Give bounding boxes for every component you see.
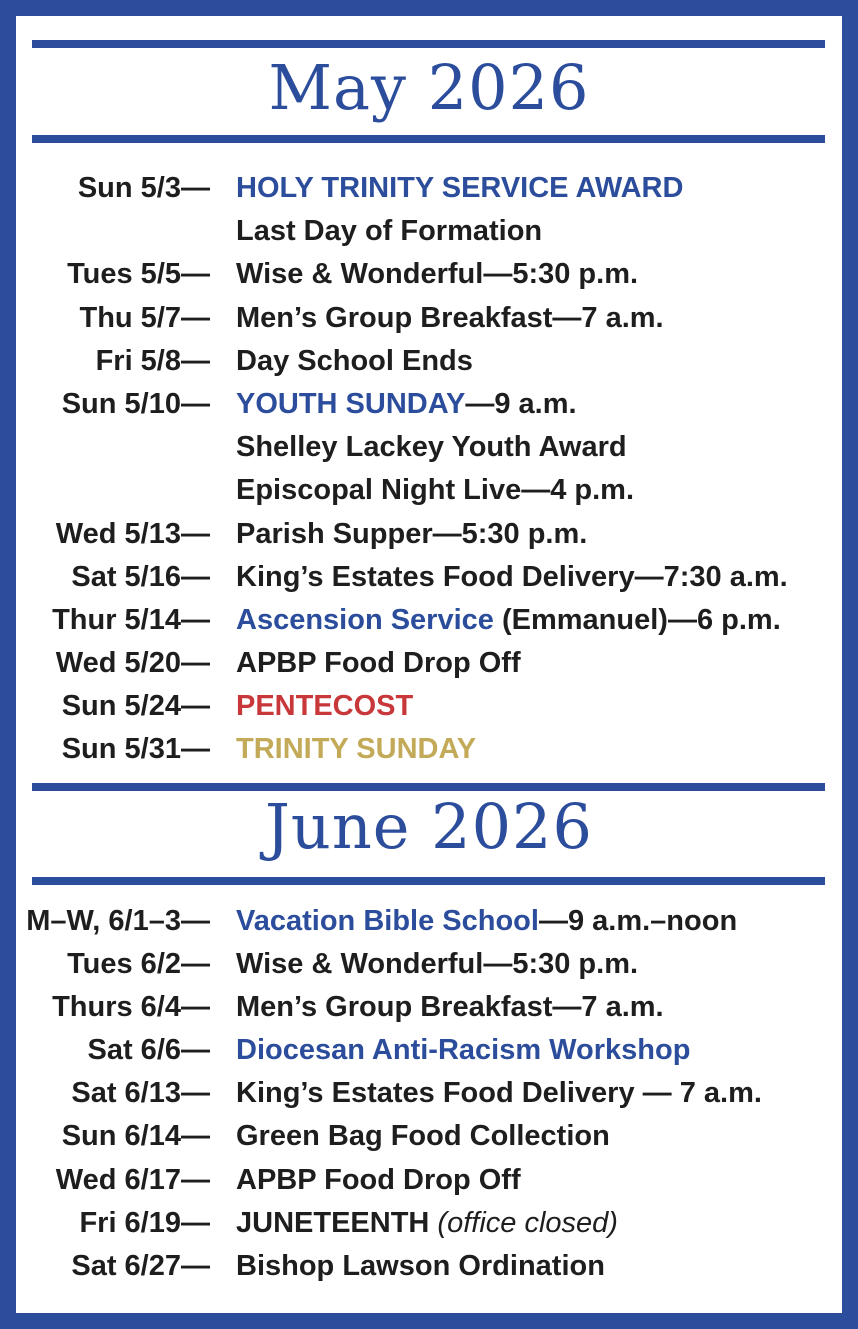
event-row xyxy=(16,1116,842,1159)
event-row xyxy=(16,600,842,643)
event-description xyxy=(236,1160,521,1200)
event-row xyxy=(16,341,842,384)
event-description xyxy=(236,298,664,338)
event-description xyxy=(236,1203,618,1243)
event-row xyxy=(16,1030,842,1073)
event-date-text: Sat 5/16 xyxy=(71,560,181,593)
event-text: HOLY TRINITY SERVICE AWARD xyxy=(236,172,684,204)
event-text: Shelley Lackey Youth Award xyxy=(236,431,627,464)
event-text: Men’s Group Breakfast—7 a.m. xyxy=(236,991,664,1024)
event-date-text: Sun 5/10 xyxy=(61,387,181,420)
em-dash: — xyxy=(181,1034,210,1067)
em-dash: — xyxy=(181,991,210,1024)
event-description xyxy=(236,557,788,597)
event-date xyxy=(56,643,210,683)
event-text: King’s Estates Food Delivery — 7 a.m. xyxy=(236,1077,762,1110)
event-description xyxy=(236,384,577,424)
event-date-text: Tues 5/5 xyxy=(67,258,181,291)
event-text: Diocesan Anti-Racism Workshop xyxy=(236,1034,691,1067)
event-text: JUNETEENTH xyxy=(236,1206,430,1239)
event-text: Last Day of Formation xyxy=(236,215,543,248)
em-dash: — xyxy=(181,905,210,937)
event-text: Green Bag Food Collection xyxy=(236,1120,610,1153)
event-row xyxy=(16,643,842,686)
event-description xyxy=(236,643,521,683)
event-text: (office closed) xyxy=(429,1206,618,1239)
event-date-text: Fri 5/8 xyxy=(95,344,181,377)
event-description xyxy=(236,211,542,251)
event-description xyxy=(236,254,638,294)
event-date xyxy=(79,1203,210,1243)
event-date xyxy=(67,944,210,984)
event-date-text: Sat 6/6 xyxy=(87,1034,181,1067)
event-date-text: Sun 5/24 xyxy=(61,690,181,723)
event-list-may xyxy=(16,168,842,773)
event-description xyxy=(236,901,737,941)
event-description xyxy=(236,427,627,467)
event-text: APBP Food Drop Off xyxy=(236,1163,521,1196)
month-title-may: May 2026 xyxy=(268,51,590,124)
event-date xyxy=(56,1160,210,1200)
em-dash: — xyxy=(181,1206,210,1239)
event-date-text: Sun 6/14 xyxy=(61,1120,181,1153)
em-dash: — xyxy=(181,172,210,204)
event-date xyxy=(67,254,210,294)
event-date xyxy=(62,1116,210,1156)
event-date-text: Wed 5/20 xyxy=(55,647,181,680)
event-row xyxy=(16,514,842,557)
divider-rule xyxy=(32,40,825,48)
event-row xyxy=(16,1246,842,1289)
event-row xyxy=(16,211,842,254)
event-description xyxy=(236,987,664,1027)
event-row xyxy=(16,470,842,513)
event-date-text: Wed 5/13 xyxy=(55,517,181,550)
event-description xyxy=(236,514,587,554)
divider-rule xyxy=(32,877,825,885)
em-dash: — xyxy=(181,733,210,766)
event-row xyxy=(16,557,842,600)
event-row xyxy=(16,168,842,211)
event-text: Bishop Lawson Ordination xyxy=(236,1249,605,1282)
event-date xyxy=(56,514,210,554)
event-description xyxy=(236,168,683,208)
event-description xyxy=(236,944,638,984)
event-row xyxy=(16,298,842,341)
event-date xyxy=(78,168,210,208)
event-date xyxy=(52,600,210,640)
event-date xyxy=(26,901,210,941)
event-date xyxy=(71,1246,210,1286)
event-text: Parish Supper—5:30 p.m. xyxy=(236,517,588,550)
event-date-text: Sun 5/3 xyxy=(77,172,181,204)
event-row xyxy=(16,384,842,427)
divider-rule xyxy=(32,135,825,143)
event-row xyxy=(16,254,842,297)
em-dash: — xyxy=(181,690,210,723)
em-dash: — xyxy=(181,387,210,420)
event-text: Wise & Wonderful—5:30 p.m. xyxy=(236,948,639,981)
em-dash: — xyxy=(181,1163,210,1196)
event-row xyxy=(16,944,842,987)
event-description xyxy=(236,341,473,381)
event-date-text: Thurs 6/4 xyxy=(52,991,181,1024)
event-date xyxy=(62,384,210,424)
event-description xyxy=(236,729,476,769)
event-description xyxy=(236,1246,605,1286)
event-row xyxy=(16,1160,842,1203)
event-text: (Emmanuel)—6 p.m. xyxy=(493,603,781,636)
event-text: APBP Food Drop Off xyxy=(236,647,521,680)
event-text: Men’s Group Breakfast—7 a.m. xyxy=(236,301,664,334)
event-row xyxy=(16,686,842,729)
event-text: Vacation Bible School xyxy=(236,905,539,937)
event-text: YOUTH SUNDAY xyxy=(236,387,466,420)
event-description xyxy=(236,470,634,510)
em-dash: — xyxy=(181,560,210,593)
event-date-text: Thur 5/14 xyxy=(52,603,181,636)
event-date xyxy=(52,987,210,1027)
event-description xyxy=(236,600,781,640)
event-date-text: Fri 6/19 xyxy=(79,1206,181,1239)
event-date-text: Sun 5/31 xyxy=(61,733,181,766)
event-text: —9 a.m.–noon xyxy=(538,905,738,937)
event-text: Episcopal Night Live—4 p.m. xyxy=(236,474,635,507)
event-text: PENTECOST xyxy=(236,690,414,723)
event-date xyxy=(71,1073,210,1113)
event-text: —9 a.m. xyxy=(465,387,577,420)
em-dash: — xyxy=(181,344,210,377)
event-text: Ascension Service xyxy=(236,603,494,636)
event-date-text: Sat 6/13 xyxy=(71,1077,181,1110)
event-row xyxy=(16,987,842,1030)
event-row xyxy=(16,901,842,944)
event-list-june xyxy=(16,901,842,1289)
event-row xyxy=(16,729,842,772)
event-text: Wise & Wonderful—5:30 p.m. xyxy=(236,258,639,291)
event-description xyxy=(236,686,413,726)
event-date xyxy=(96,341,210,381)
event-description xyxy=(236,1073,762,1113)
event-text: TRINITY SUNDAY xyxy=(236,733,477,766)
event-text: Day School Ends xyxy=(236,344,473,377)
event-date xyxy=(62,686,210,726)
event-date xyxy=(79,298,210,338)
event-row xyxy=(16,427,842,470)
event-row xyxy=(16,1073,842,1116)
month-title-june: June 2026 xyxy=(265,790,593,863)
event-date-text: M–W, 6/1–3 xyxy=(26,905,181,937)
event-date xyxy=(88,1030,211,1070)
event-date-text: Sat 6/27 xyxy=(71,1249,181,1282)
em-dash: — xyxy=(181,258,210,291)
event-description xyxy=(236,1116,610,1156)
em-dash: — xyxy=(181,301,210,334)
event-row xyxy=(16,1203,842,1246)
em-dash: — xyxy=(181,1120,210,1153)
em-dash: — xyxy=(181,1077,210,1110)
event-text: King’s Estates Food Delivery—7:30 a.m. xyxy=(236,560,788,593)
event-description xyxy=(236,1030,690,1070)
em-dash: — xyxy=(181,603,210,636)
event-date xyxy=(62,729,210,769)
event-date-text: Thu 5/7 xyxy=(79,301,181,334)
event-date-text: Wed 6/17 xyxy=(55,1163,181,1196)
em-dash: — xyxy=(181,948,210,981)
event-date xyxy=(71,557,210,597)
em-dash: — xyxy=(181,517,210,550)
event-date-text: Tues 6/2 xyxy=(67,948,181,981)
em-dash: — xyxy=(181,1249,210,1282)
em-dash: — xyxy=(181,647,210,680)
